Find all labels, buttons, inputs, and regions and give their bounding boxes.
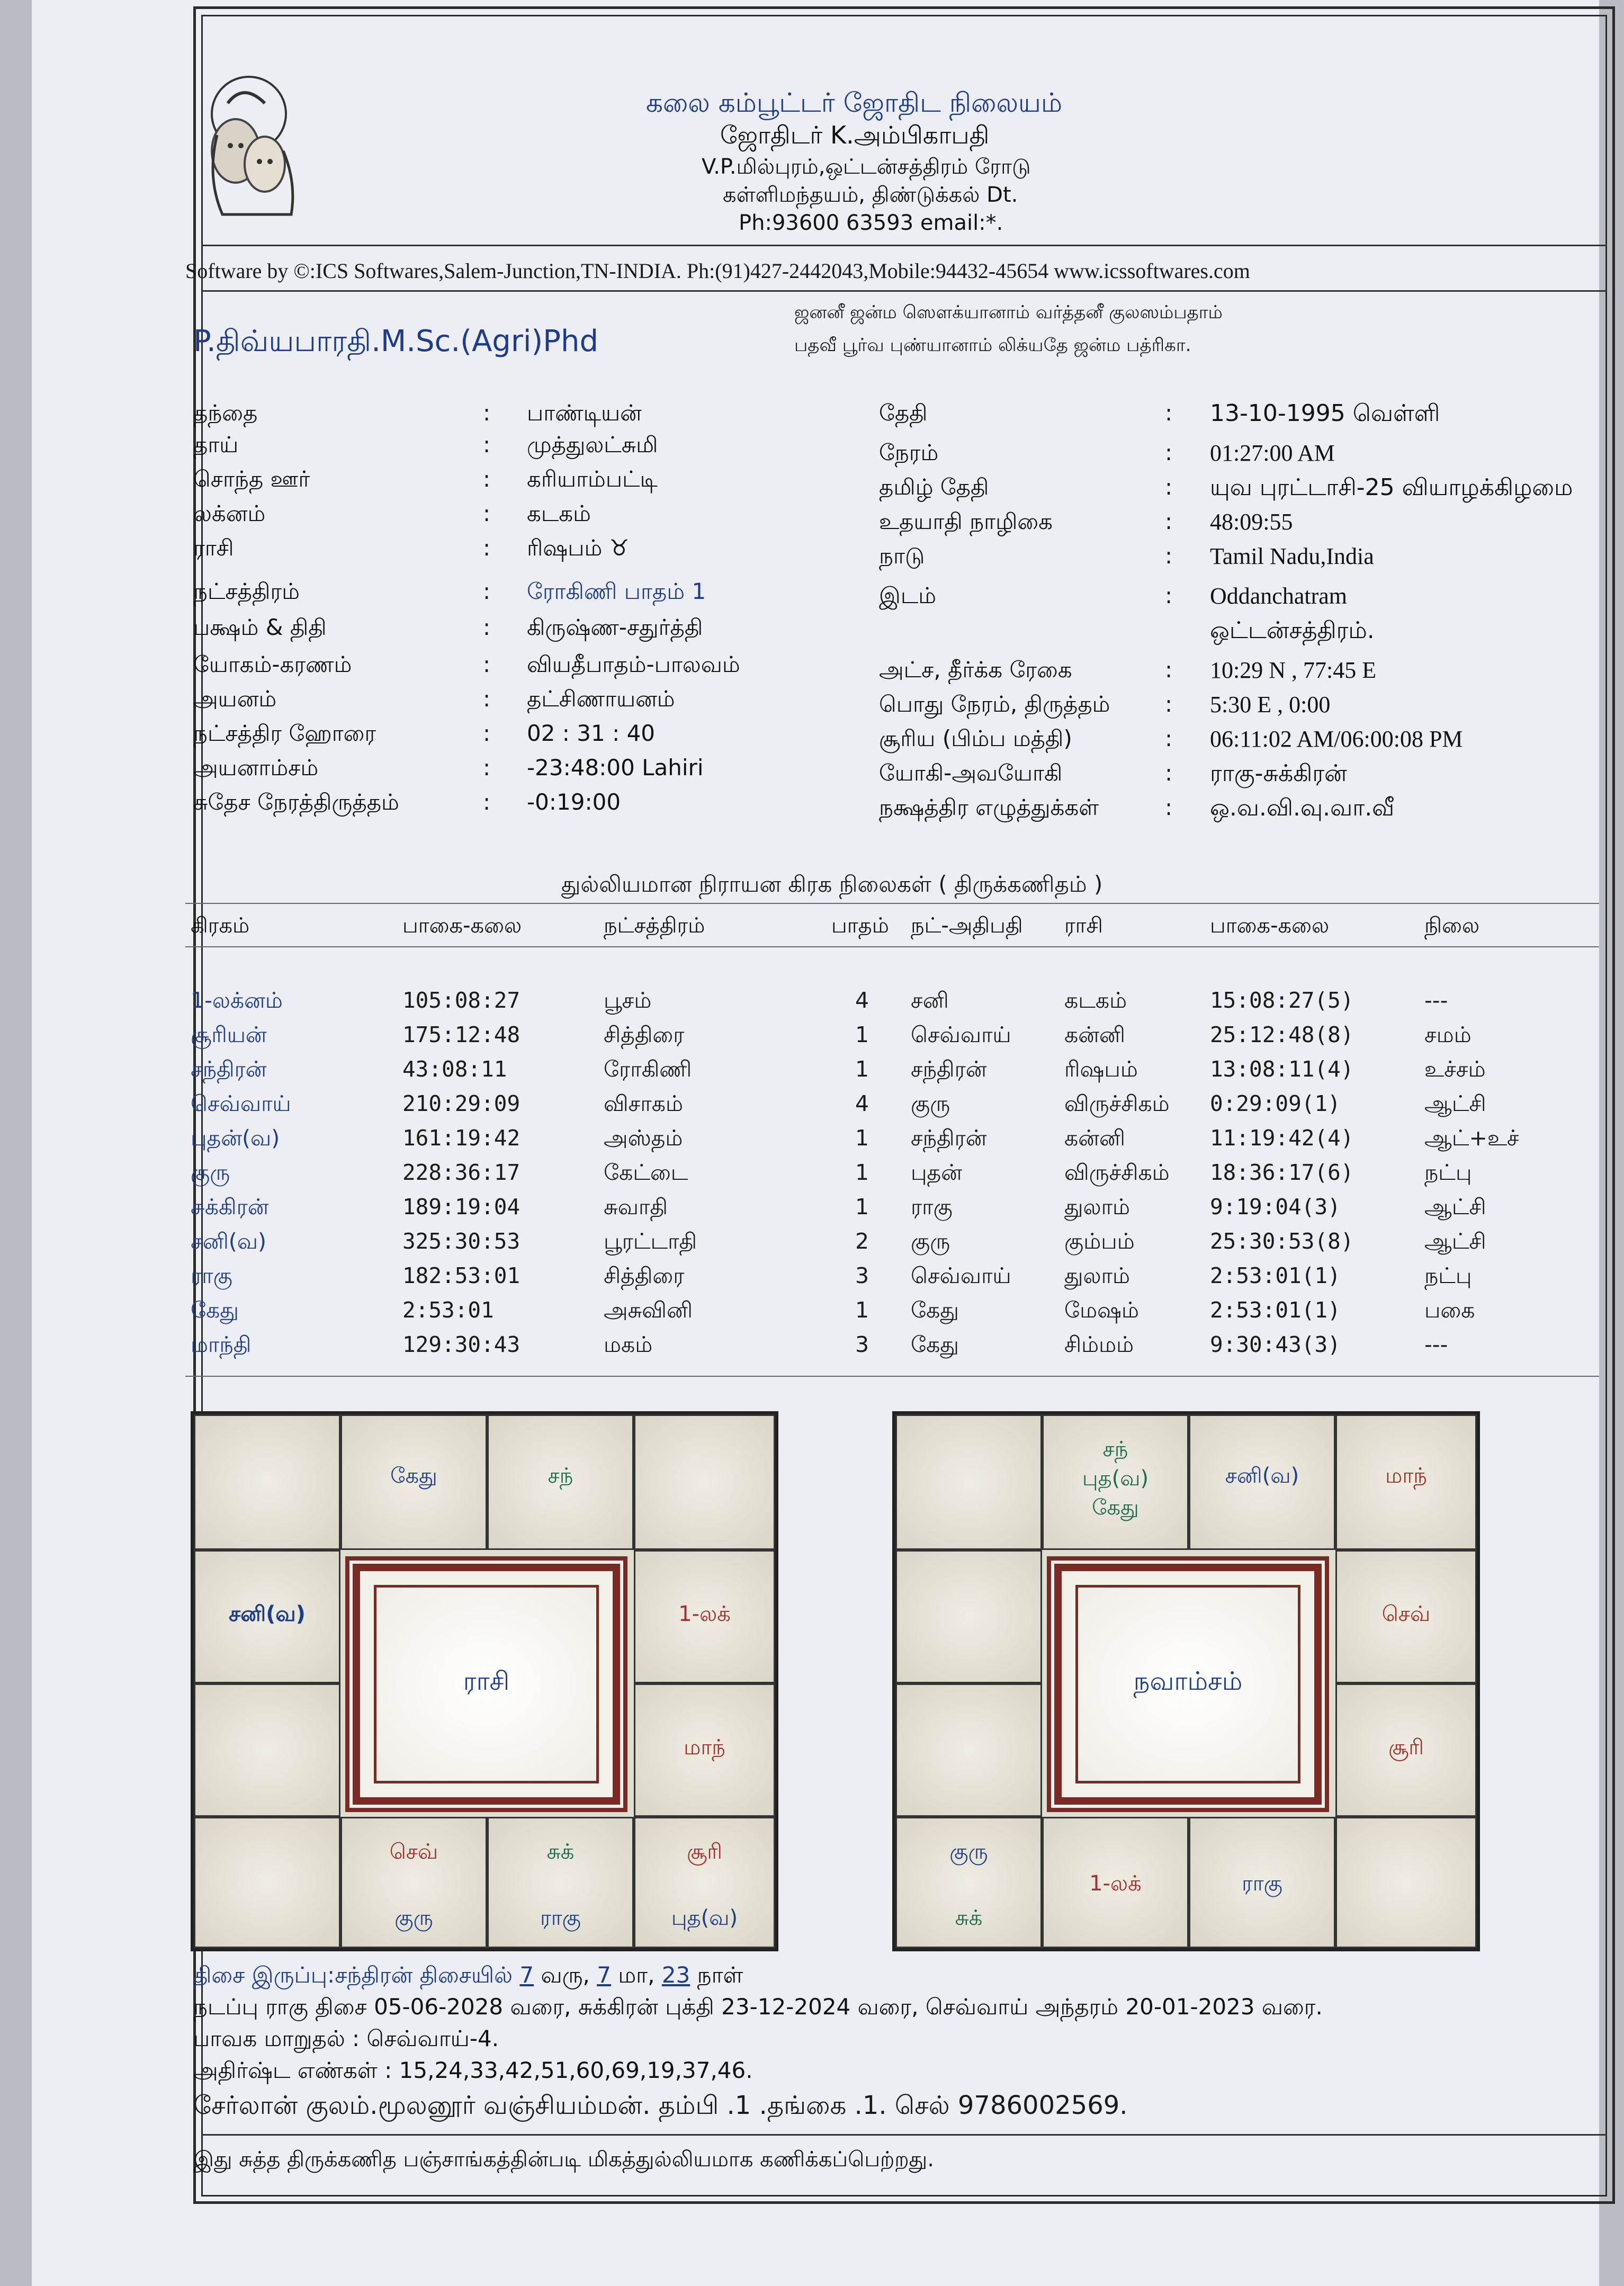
rasi-chart <box>191 1411 778 1951</box>
table-header-cell: ராசி <box>1064 913 1103 938</box>
verse-line-1: ஜனனீ ஜன்ம ஸௌக்யானாம் வர்த்தனீ குலஸம்பதாம் <box>794 302 1223 323</box>
detail-value: 01:27:00 AM <box>1210 440 1335 466</box>
table-cell: கேது <box>911 1332 959 1357</box>
detail-label: பக்ஷம் & திதி <box>193 614 327 640</box>
detail-colon: : <box>1165 657 1173 683</box>
detail-value: கரியாம்பட்டி <box>527 466 658 492</box>
detail-label: தந்தை <box>193 400 258 426</box>
detail-value: பாண்டியன் <box>527 400 642 426</box>
table-cell: ஆட்+உச் <box>1424 1125 1519 1151</box>
table-cell: 4 <box>855 1091 869 1116</box>
rasi-planet: ராகு <box>540 1906 581 1930</box>
detail-label: ராசி <box>193 535 234 561</box>
rasi-cell-vrischika <box>340 1817 487 1948</box>
rasi-title: ராசி <box>463 1666 510 1696</box>
detail-label: அயனம் <box>193 686 277 712</box>
nav-cell-meena <box>895 1414 1042 1550</box>
table-cell: விசாகம் <box>604 1091 683 1116</box>
table-cell: சூரியன் <box>191 1022 267 1047</box>
table-cell: 18:36:17(6) <box>1210 1160 1354 1185</box>
address-line-1: V.P.மில்புரம்,ஒட்டன்சத்திரம் ரோடு <box>702 155 1031 179</box>
detail-colon: : <box>483 500 491 526</box>
detail-colon: : <box>1165 400 1173 426</box>
dasa-prefix: திசை இருப்பு:சந்திரன் திசையில் <box>193 1962 513 1988</box>
table-cell: சந்திரன் <box>191 1056 267 1082</box>
detail-value: கிருஷ்ண-சதுர்த்தி <box>527 614 703 640</box>
detail-colon: : <box>1165 474 1173 500</box>
table-header-cell: பாகை-கலை <box>402 913 522 938</box>
table-row <box>32 1194 1599 1226</box>
rasi-planet: சுக் <box>546 1840 575 1864</box>
table-cell: கும்பம் <box>1064 1229 1135 1254</box>
detail-label: யோகி-அவயோகி <box>879 760 1063 786</box>
table-cell: துலாம் <box>1064 1263 1130 1288</box>
rasi-planet: குரு <box>394 1906 433 1930</box>
table-cell: விருச்சிகம் <box>1064 1160 1170 1185</box>
navamsa-title: நவாம்சம் <box>1133 1666 1243 1696</box>
detail-colon: : <box>1165 582 1173 608</box>
dasa-days: 23 <box>661 1962 690 1988</box>
table-cell: 9:30:43(3) <box>1210 1332 1341 1357</box>
rasi-cell-mithuna <box>634 1414 775 1550</box>
table-cell: ஆட்சி <box>1424 1194 1486 1220</box>
table-cell: புதன்(வ) <box>191 1125 280 1151</box>
table-cell: சனி(வ) <box>191 1229 266 1254</box>
detail-colon: : <box>1165 543 1173 569</box>
rasi-cell-thula <box>487 1817 634 1948</box>
table-cell: 25:30:53(8) <box>1210 1229 1354 1254</box>
detail-colon: : <box>483 535 491 561</box>
detail-label: நக்ஷத்திர எழுத்துக்கள் <box>879 794 1099 820</box>
table-cell: குரு <box>911 1229 950 1254</box>
divider <box>185 1376 1599 1377</box>
table-cell: ஆட்சி <box>1424 1229 1486 1254</box>
table-cell: சித்திரை <box>604 1022 685 1047</box>
divider <box>201 2134 1607 2136</box>
rasi-planet: கேது <box>390 1464 437 1488</box>
detail-value: வியதீபாதம்-பாலவம் <box>527 651 740 677</box>
astrologer-name: ஜோதிடர் K.அம்பிகாபதி <box>720 121 990 149</box>
table-cell: சந்திரன் <box>911 1125 987 1151</box>
table-cell: சித்திரை <box>604 1263 685 1288</box>
navamsa-center-frame <box>1054 1564 1322 1805</box>
software-credit: Software by ©:ICS Softwares,Salem-Junction,TN-INDIA. Ph:(91)427-2442043,Mobile:94432-45654 www.icssoftwares.com <box>185 259 1250 283</box>
detail-value: ரிஷபம் ♉ <box>527 535 630 561</box>
table-cell: 4 <box>855 988 869 1013</box>
table-cell: 105:08:27 <box>402 988 521 1013</box>
rasi-cell-kumbha <box>194 1550 340 1683</box>
table-cell: 0:29:09(1) <box>1210 1091 1341 1116</box>
table-header-cell: கிரகம் <box>191 913 250 938</box>
table-cell: ஆட்சி <box>1424 1091 1486 1116</box>
table-header-cell: நட்சத்திரம் <box>604 913 705 938</box>
table-cell: 1 <box>855 1297 869 1323</box>
detail-colon: : <box>483 466 491 492</box>
detail-colon: : <box>483 400 491 426</box>
table-cell: மகம் <box>604 1332 653 1357</box>
detail-value: 06:11:02 AM/06:00:08 PM <box>1210 726 1463 752</box>
table-cell: பகை <box>1424 1297 1475 1323</box>
detail-colon: : <box>483 614 491 640</box>
table-row <box>32 1160 1599 1191</box>
table-cell: செவ்வாய் <box>191 1091 291 1116</box>
nav-planet: புத(வ) <box>1082 1466 1149 1491</box>
table-row <box>32 1229 1599 1260</box>
dasa-months: 7 <box>597 1962 612 1988</box>
detail-colon: : <box>483 578 491 604</box>
table-cell: உச்சம் <box>1424 1056 1486 1082</box>
table-title: துல்லியமான நிராயன கிரக நிலைகள் ( திருக்கணிதம் ) <box>561 871 1103 897</box>
table-cell: செவ்வாய் <box>911 1022 1011 1047</box>
table-cell: நட்பு <box>1424 1263 1472 1288</box>
current-dasa: நடப்பு ராகு திசை 05-06-2028 வரை, சுக்கிரன் புக்தி 23-12-2024 வரை, செவ்வாய் அந்தரம் 20-01-2023 வரை. <box>193 1994 1323 2020</box>
table-cell: கன்னி <box>1064 1125 1126 1151</box>
table-cell: 161:19:42 <box>402 1125 521 1151</box>
nav-cell-mithuna <box>1335 1414 1477 1550</box>
nav-cell-mesha <box>1042 1414 1189 1550</box>
rasi-planet: புத(வ) <box>671 1906 738 1930</box>
detail-value: தட்சிணாயனம் <box>527 686 675 712</box>
rasi-cell-rishaba <box>487 1414 634 1550</box>
detail-value: ரோகிணி பாதம் 1 <box>527 578 706 604</box>
detail-value: Tamil Nadu,India <box>1210 543 1374 569</box>
detail-colon: : <box>1165 794 1173 820</box>
person-name: P.திவ்யபாரதி.M.Sc.(Agri)Phd <box>193 324 599 358</box>
table-cell: 182:53:01 <box>402 1263 521 1288</box>
table-cell: 189:19:04 <box>402 1194 521 1220</box>
table-cell: கடகம் <box>1064 988 1127 1013</box>
detail-value: -0:19:00 <box>527 789 621 815</box>
rasi-cell-kataka <box>634 1550 775 1683</box>
detail-label: லக்னம் <box>193 500 266 526</box>
table-cell: --- <box>1424 988 1448 1013</box>
table-cell: 2 <box>855 1229 869 1254</box>
table-cell: 2:53:01 <box>402 1297 494 1323</box>
table-cell: பூரட்டாதி <box>604 1229 697 1254</box>
nav-planet: 1-லக் <box>1089 1871 1142 1896</box>
table-cell: 210:29:09 <box>402 1091 521 1116</box>
table-cell: 1 <box>855 1056 869 1082</box>
detail-label: நட்சத்திரம் <box>193 578 300 604</box>
table-cell: 9:19:04(3) <box>1210 1194 1341 1220</box>
table-cell: புதன் <box>911 1160 962 1185</box>
rasi-planet: சந் <box>548 1464 573 1488</box>
rasi-planet: செவ் <box>389 1840 438 1864</box>
detail-label: நேரம் <box>879 440 939 465</box>
nav-planet: சுக் <box>955 1906 983 1930</box>
table-cell: 13:08:11(4) <box>1210 1056 1354 1082</box>
detail-label: நாடு <box>879 543 925 569</box>
detail-value: 10:29 N , 77:45 E <box>1210 657 1377 683</box>
table-cell: ரோகிணி <box>604 1056 692 1082</box>
nav-cell-dhanus <box>895 1817 1042 1948</box>
dasa-years-unit: வரு, <box>541 1962 590 1988</box>
table-cell: 3 <box>855 1263 869 1288</box>
table-cell: சுக்கிரன் <box>191 1194 269 1220</box>
rasi-center-frame <box>353 1564 620 1805</box>
table-header-cell: நட்-அதிபதி <box>911 913 1023 938</box>
detail-label: நட்சத்திர ஹோரை <box>193 720 376 746</box>
detail-label: சொந்த ஊர் <box>193 466 310 492</box>
table-cell: சனி <box>911 988 949 1013</box>
table-cell: ராகு <box>191 1263 232 1288</box>
nav-cell-kataka <box>1335 1550 1477 1683</box>
table-cell: ராகு <box>911 1194 953 1220</box>
detail-colon: : <box>483 755 491 781</box>
nav-cell-kumbha <box>895 1550 1042 1683</box>
detail-colon: : <box>1165 760 1173 786</box>
detail-value: Oddanchatram <box>1210 583 1347 609</box>
table-cell: 129:30:43 <box>402 1332 521 1357</box>
company-name: கலை கம்பூட்டர் ஜோதிட நிலையம் <box>646 87 1063 118</box>
detail-value: கடகம் <box>527 500 591 526</box>
accuracy-note: இது சுத்த திருக்கணித பஞ்சாங்கத்தின்படி மிகத்துல்லியமாக கணிக்கப்பெற்றது. <box>193 2147 934 2172</box>
rasi-cell-dhanus <box>194 1817 340 1948</box>
table-cell: பூசம் <box>604 988 652 1013</box>
table-row <box>32 1022 1599 1054</box>
table-header-cell: நிலை <box>1424 913 1480 938</box>
detail-colon: : <box>483 651 491 677</box>
detail-value: யுவ புரட்டாசி-25 வியாழக்கிழமை <box>1210 474 1573 501</box>
detail-value: 48:09:55 <box>1210 509 1293 535</box>
nav-planet: சந் <box>1102 1437 1128 1462</box>
table-row <box>32 1056 1599 1088</box>
address-line-2: கள்ளிமந்தயம், திண்டுக்கல் Dt. <box>723 183 1018 207</box>
table-cell: 325:30:53 <box>402 1229 521 1254</box>
table-cell: --- <box>1424 1332 1448 1357</box>
detail-label: உதயாதி நாழிகை <box>879 508 1053 534</box>
detail-colon: : <box>483 720 491 746</box>
nav-cell-makara <box>895 1683 1042 1817</box>
nav-planet: சனி(வ) <box>1225 1464 1299 1488</box>
detail-colon: : <box>1165 691 1173 717</box>
detail-value: 02 : 31 : 40 <box>527 720 656 746</box>
detail-value: ஒட்டன்சத்திரம். <box>1210 617 1375 644</box>
nav-cell-simha <box>1335 1683 1477 1817</box>
detail-colon: : <box>1165 440 1173 465</box>
rasi-planet: மாந் <box>684 1735 725 1760</box>
dasa-years: 7 <box>519 1962 534 1988</box>
divider <box>185 903 1599 904</box>
divider <box>185 946 1599 947</box>
nav-cell-rishaba <box>1189 1414 1335 1550</box>
nav-planet: மாந் <box>1385 1464 1427 1488</box>
nav-planet: ராகு <box>1242 1871 1282 1896</box>
table-cell: 175:12:48 <box>402 1022 521 1047</box>
nav-planet: குரு <box>949 1840 988 1864</box>
dasa-months-unit: மா, <box>618 1962 655 1988</box>
table-cell: அஸ்தம் <box>604 1125 683 1151</box>
table-cell: குரு <box>191 1160 230 1185</box>
lucky-numbers: அதிர்ஷ்ட எண்கள் : 15,24,33,42,51,60,69,19,37,46. <box>193 2057 753 2083</box>
table-cell: 228:36:17 <box>402 1160 521 1185</box>
horoscope-page <box>32 0 1599 2286</box>
detail-value: ராகு-சுக்கிரன் <box>1210 760 1347 787</box>
table-cell: சந்திரன் <box>911 1056 987 1082</box>
detail-colon: : <box>1165 508 1173 534</box>
table-cell: 1 <box>855 1194 869 1220</box>
rasi-cell-simha <box>634 1683 775 1817</box>
detail-label: அயனாம்சம் <box>193 755 319 781</box>
table-header-cell: பாகை-கலை <box>1210 913 1330 938</box>
table-header-cell: பாதம் <box>831 913 889 938</box>
table-cell: மேஷம் <box>1064 1297 1139 1323</box>
verse-line-2: பதவீ பூர்வ புண்யானாம் லிக்யதே ஜன்ம பத்ரிகா. <box>794 335 1191 356</box>
nav-cell-kanni <box>1335 1817 1477 1948</box>
table-cell: 1-லக்னம் <box>191 988 283 1013</box>
detail-colon: : <box>483 789 491 815</box>
table-cell: செவ்வாய் <box>911 1263 1011 1288</box>
table-cell: விருச்சிகம் <box>1064 1091 1170 1116</box>
table-row <box>32 1263 1599 1295</box>
table-row <box>32 988 1599 1019</box>
nav-cell-thula <box>1189 1817 1335 1948</box>
table-cell: கேது <box>191 1297 239 1323</box>
table-cell: சுவாதி <box>604 1194 668 1220</box>
nav-planet: சூரி <box>1388 1735 1424 1760</box>
table-cell: 43:08:11 <box>402 1056 507 1082</box>
detail-value: முத்துலட்சுமி <box>527 432 658 458</box>
table-cell: கேது <box>911 1297 959 1323</box>
detail-label: சுதேச நேரத்திருத்தம் <box>193 789 399 815</box>
table-cell: ரிஷபம் <box>1064 1056 1138 1082</box>
table-cell: 25:12:48(8) <box>1210 1022 1354 1047</box>
detail-value: 5:30 E , 0:00 <box>1210 692 1331 718</box>
dasa-balance <box>193 1962 743 1991</box>
table-cell: 2:53:01(1) <box>1210 1263 1341 1288</box>
rasi-cell-mesha <box>340 1414 487 1550</box>
detail-label: அட்ச, தீர்க்க ரேகை <box>879 657 1072 683</box>
nav-planet: கேது <box>1092 1495 1139 1520</box>
detail-label: பொது நேரம், திருத்தம் <box>879 691 1110 717</box>
table-cell: கன்னி <box>1064 1022 1126 1047</box>
navamsa-chart <box>892 1411 1480 1951</box>
rasi-cell-meena <box>194 1414 340 1550</box>
table-cell: அசுவினி <box>604 1297 693 1323</box>
table-row <box>32 1125 1599 1157</box>
detail-label: தமிழ் தேதி <box>879 474 989 500</box>
table-row <box>32 1332 1599 1364</box>
table-cell: துலாம் <box>1064 1194 1130 1220</box>
detail-colon: : <box>1165 725 1173 751</box>
detail-value: 13-10-1995 வெள்ளி <box>1210 400 1440 427</box>
detail-value: ஒ.வ.வி.வு.வா.வீ <box>1210 794 1395 821</box>
table-cell: சிம்மம் <box>1064 1332 1134 1357</box>
table-cell: 3 <box>855 1332 869 1357</box>
table-cell: 11:19:42(4) <box>1210 1125 1354 1151</box>
table-cell: 1 <box>855 1160 869 1185</box>
bhava-change: பாவக மாறுதல் : செவ்வாய்-4. <box>193 2025 499 2051</box>
detail-colon: : <box>483 686 491 712</box>
family-info: சேர்லான் குலம்.மூலனூர் வஞ்சியம்மன். தம்பி .1 .தங்கை .1. செல் 9786002569. <box>193 2091 1128 2120</box>
detail-label: யோகம்-கரணம் <box>193 651 352 677</box>
table-cell: 2:53:01(1) <box>1210 1297 1341 1323</box>
phone-email: Ph:93600 63593 email:*. <box>739 211 1003 235</box>
rasi-planet: சனி(வ) <box>229 1602 306 1626</box>
table-cell: நட்பு <box>1424 1160 1472 1185</box>
nav-planet: செவ் <box>1381 1602 1431 1626</box>
deity-logo-icon <box>185 71 318 230</box>
table-cell: சமம் <box>1424 1022 1472 1047</box>
table-cell: மாந்தி <box>191 1332 252 1357</box>
rasi-planet: சூரி <box>686 1840 723 1864</box>
nav-cell-vrischika <box>1042 1817 1189 1948</box>
table-cell: குரு <box>911 1091 950 1116</box>
detail-label: இடம் <box>879 582 937 608</box>
rasi-planet: 1-லக் <box>678 1602 731 1626</box>
dasa-days-unit: நாள் <box>697 1962 743 1988</box>
table-cell: 1 <box>855 1125 869 1151</box>
table-cell: கேட்டை <box>604 1160 688 1185</box>
rasi-cell-makara <box>194 1683 340 1817</box>
table-cell: 15:08:27(5) <box>1210 988 1354 1013</box>
divider <box>201 290 1607 292</box>
detail-colon: : <box>483 432 491 458</box>
table-row <box>32 1091 1599 1123</box>
table-cell: 1 <box>855 1022 869 1047</box>
rasi-cell-kanni <box>634 1817 775 1948</box>
detail-label: தாய் <box>193 432 239 458</box>
divider <box>201 245 1607 246</box>
detail-label: சூரிய (பிம்ப மத்தி) <box>879 725 1072 751</box>
table-row <box>32 1297 1599 1329</box>
detail-label: தேதி <box>879 400 928 426</box>
detail-value: -23:48:00 Lahiri <box>527 755 704 781</box>
